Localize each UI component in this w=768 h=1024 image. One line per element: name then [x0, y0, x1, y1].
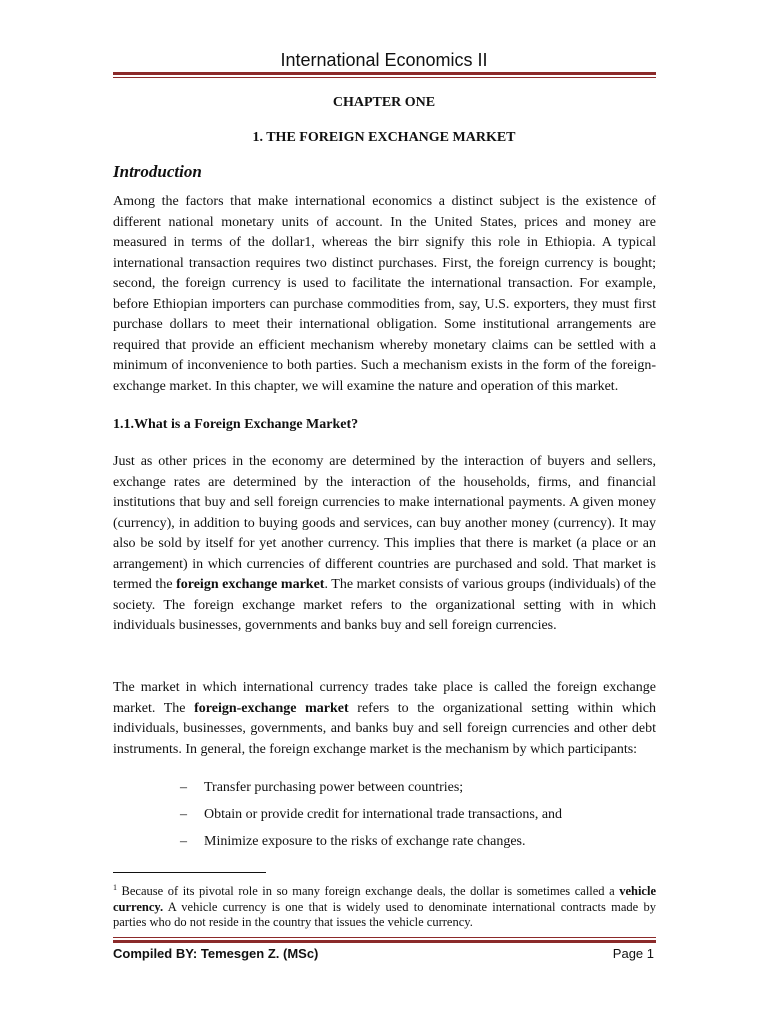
paragraph-text: . The market consists of various groups (individuals) of the society. The foreign exchange market refers to the organizational setting with in which individuals businesses, governments and banks buy and sell foreign currencies.	[113, 577, 656, 633]
running-header-title: International Economics II	[280, 50, 488, 70]
section-heading-1-1: 1.1.What is a Foreign Exchange Market?	[113, 417, 359, 432]
section-paragraph-2	[113, 678, 656, 760]
bold-term: foreign exchange market	[176, 577, 325, 592]
footer-rule-thick	[113, 940, 656, 943]
bullet-dash: –	[180, 807, 187, 822]
chapter-label: CHAPTER ONE	[332, 95, 436, 110]
footer-rule-thin	[113, 937, 656, 938]
list-item	[180, 778, 656, 805]
list-item	[180, 832, 656, 859]
list-item-text: Obtain or provide credit for international trade transactions, and	[204, 807, 563, 822]
footnote-separator	[113, 872, 266, 873]
header-rule-thick	[113, 72, 656, 75]
section-paragraph-1	[113, 452, 656, 637]
footer-compiled-by: Compiled BY: Temesgen Z. (MSc)	[113, 946, 319, 961]
paragraph-text: refers to the organizational setting within which individuals, businesses, governments, and banks buy and sell foreign currencies and other debt instruments. In general, the foreign exchange market is the mechanism by which participants:	[113, 700, 656, 757]
footnote	[113, 880, 656, 931]
paragraph-text: The market in which international currency trades take place is called the foreign exchange market. The	[113, 680, 656, 716]
footnote-text: Because of its pivotal role in so many foreign exchange deals, the dollar is sometimes called a	[117, 884, 620, 899]
paragraph-text: Just as other prices in the economy are determined by the interaction of buyers and sellers, exchange rates are determined by the interaction of the households, firms, and financial institutions that buy and sell foreign currencies to make international payments. A given money (currency), in addition to buying goods and services, can buy another money (currency). It may also be sold by itself for yet another currency. This implies that there is market (a place or an arrangement) in which currencies of different countries are purchased and sold. That market is termed the	[113, 454, 656, 592]
introduction-paragraph: Among the factors that make international economics a distinct subject is the existence of different national monetary units of account. In the United States, prices and money are measured in terms of the dollar1, whereas the birr signify this role in Ethiopia. A typical international transaction requires two distinct purchases. First, the foreign currency is bought; second, the foreign currency is used to facilitate the international transaction. For example, before Ethiopian importers can purchase commodities from, say, U.S. exporters, they must first purchase dollars to meet their international obligation. Some institutional arrangements are required that provide an efficient mechanism whereby monetary claims can be settled with a minimum of inconvenience to both parties. Such a mechanism exists in the form of the foreign-exchange market. In this chapter, we will examine the nature and operation of this market.	[113, 194, 656, 394]
footnote-text: A vehicle currency is one that is widely used to denominate international contracts made by parties who do not reside in the country that issues the vehicle currency.	[113, 899, 656, 930]
footnote-marker: 1	[113, 883, 117, 892]
list-item-text: Transfer purchasing power between countries;	[204, 780, 464, 795]
bold-term: foreign-exchange market	[194, 700, 349, 716]
bullet-dash: –	[180, 780, 187, 795]
chapter-title: 1. THE FOREIGN EXCHANGE MARKET	[252, 130, 516, 145]
footnote-bold-term: vehicle currency.	[113, 884, 656, 914]
list-item	[180, 805, 656, 832]
footer-page-number: Page 1	[612, 946, 654, 961]
introduction-heading: Introduction	[113, 162, 202, 181]
bullet-dash: –	[180, 834, 187, 849]
list-item-text: Minimize exposure to the risks of exchange rate changes.	[204, 834, 526, 849]
header-rule-thin	[113, 77, 656, 78]
bullet-list	[180, 778, 656, 859]
